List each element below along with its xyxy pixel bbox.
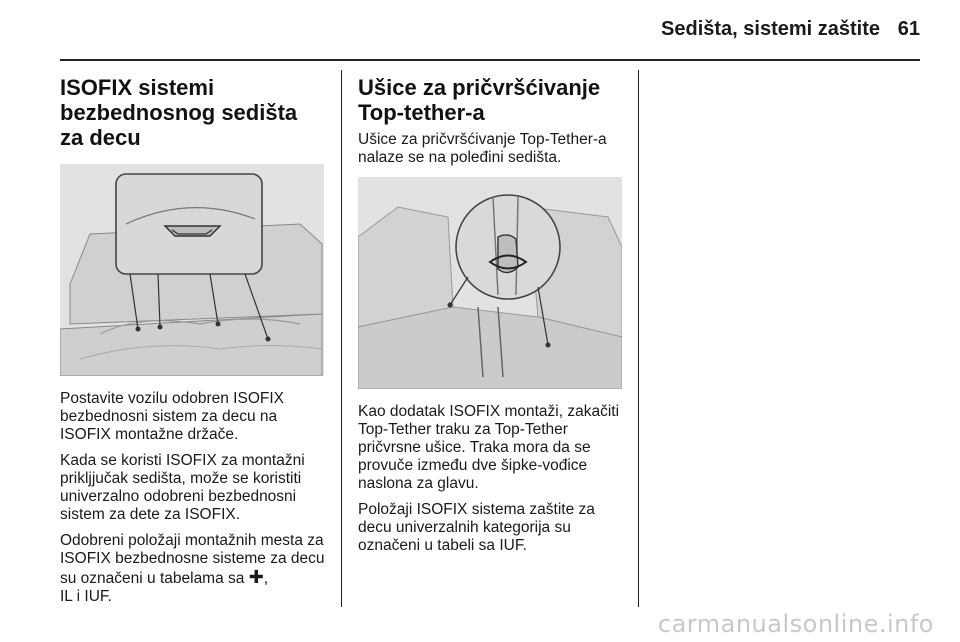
- right-column: [358, 75, 624, 563]
- isofix-illustration: [60, 164, 324, 376]
- watermark-text: carmanualsonline.info: [657, 610, 934, 638]
- paragraph-2: Kada se koristi ISOFIX za montažni prikljjučak sedišta, može se koristiti univerzalno odobreni bezbednosni sistem za dete za ISOFIX.: [60, 452, 305, 523]
- header-divider: [60, 59, 920, 61]
- section-heading-top-tether: Ušice za pričvršćivanje Top-tether-a: [358, 75, 601, 125]
- column-divider-1: [341, 70, 342, 607]
- paragraph-5: Položaji ISOFIX sistema zaštite za decu univerzalnih kategorija su označeni u tabeli sa IUF.: [358, 501, 595, 554]
- paragraph-4: Kao dodatak ISOFIX montaži, zakačiti Top-Tether traku za Top-Tether pričvrsne ušice. Traka mora da se provuče između dve šipke-vođice naslona za glavu.: [358, 403, 620, 492]
- section-heading-isofix: ISOFIX sistemi bezbednosnog sedišta za decu: [60, 75, 298, 150]
- column-divider-2: [638, 70, 639, 607]
- page-number: 61: [897, 18, 920, 40]
- left-column: [60, 75, 326, 614]
- top-tether-intro: Ušice za pričvršćivanje Top-Tether-a nalaze se na poleđini sedišta.: [358, 131, 607, 166]
- top-tether-illustration: [358, 177, 622, 389]
- paragraph-1: Postavite vozilu odobren ISOFIX bezbednosni sistem za decu na ISOFIX montažne držače.: [60, 390, 285, 443]
- page-header-title: Sedišta, sistemi zaštite: [661, 18, 880, 40]
- paragraph-3: Odobreni položaji montažnih mesta za ISOFIX bezbednosne sisteme za decu su označeni u tabelama sa ✚, IL i IUF.: [60, 532, 325, 605]
- isofix-symbol-icon: ✚: [248, 567, 264, 587]
